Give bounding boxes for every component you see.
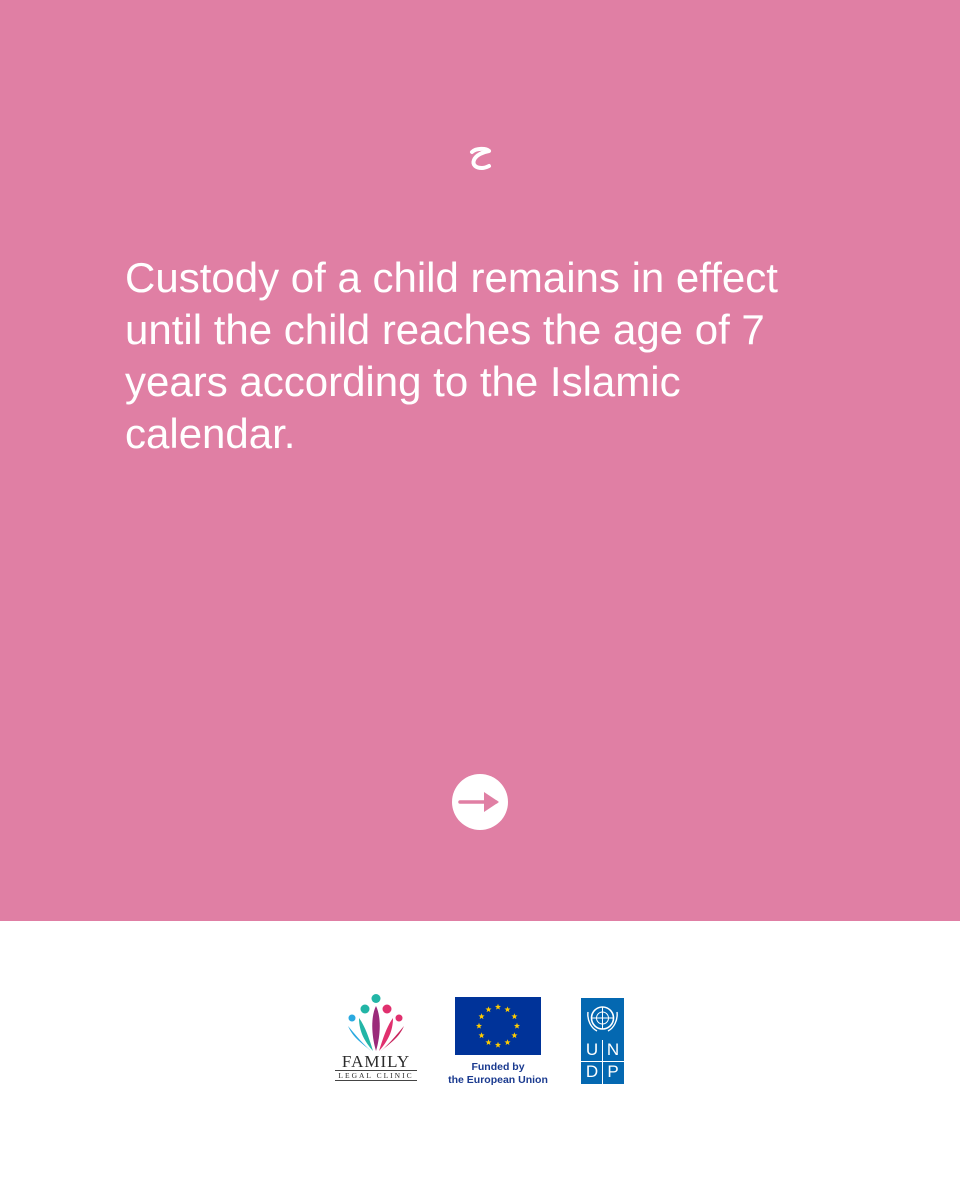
main-text: Custody of a child remains in effect until the child reaches the age of 7 years according to the Islamic calendar. bbox=[125, 254, 778, 457]
eu-caption-line2: the European Union bbox=[448, 1074, 548, 1086]
eu-star-icon bbox=[514, 1023, 520, 1029]
undp-divider-vertical bbox=[602, 1040, 603, 1084]
eu-star-icon bbox=[485, 1039, 491, 1045]
eu-star-icon bbox=[495, 1004, 501, 1010]
undp-letter-u: U bbox=[585, 1040, 599, 1059]
un-emblem-icon bbox=[581, 998, 624, 1038]
family-figures-icon bbox=[335, 994, 417, 1052]
eu-caption bbox=[448, 1061, 548, 1087]
eu-stars-icon bbox=[455, 997, 541, 1055]
undp-letter-p: P bbox=[607, 1062, 619, 1081]
arabic-letter-glyph bbox=[466, 140, 494, 174]
eu-star-icon bbox=[495, 1042, 501, 1048]
undp-letter-n: N bbox=[606, 1040, 620, 1059]
eu-logo bbox=[448, 997, 548, 1089]
arrow-right-icon bbox=[452, 774, 508, 830]
family-legal-clinic-logo bbox=[335, 994, 417, 1086]
eu-star-icon bbox=[511, 1013, 517, 1019]
eu-star-icon bbox=[485, 1006, 491, 1012]
eu-caption-line1: Funded by bbox=[471, 1061, 525, 1073]
eu-flag bbox=[455, 997, 541, 1055]
eu-star-icon bbox=[479, 1013, 485, 1019]
undp-divider-horizontal bbox=[581, 1061, 624, 1062]
undp-logo bbox=[581, 998, 624, 1084]
eu-star-icon bbox=[511, 1032, 517, 1038]
eu-star-icon bbox=[479, 1032, 485, 1038]
undp-letter-d: D bbox=[585, 1062, 599, 1081]
family-logo-wordmark: FAMILY bbox=[341, 1052, 411, 1071]
next-button[interactable] bbox=[452, 774, 508, 830]
eu-star-icon bbox=[504, 1039, 510, 1045]
eu-star-icon bbox=[504, 1006, 510, 1012]
eu-star-icon bbox=[476, 1023, 482, 1029]
family-logo-subtitle: LEGAL CLINIC bbox=[335, 1070, 417, 1081]
